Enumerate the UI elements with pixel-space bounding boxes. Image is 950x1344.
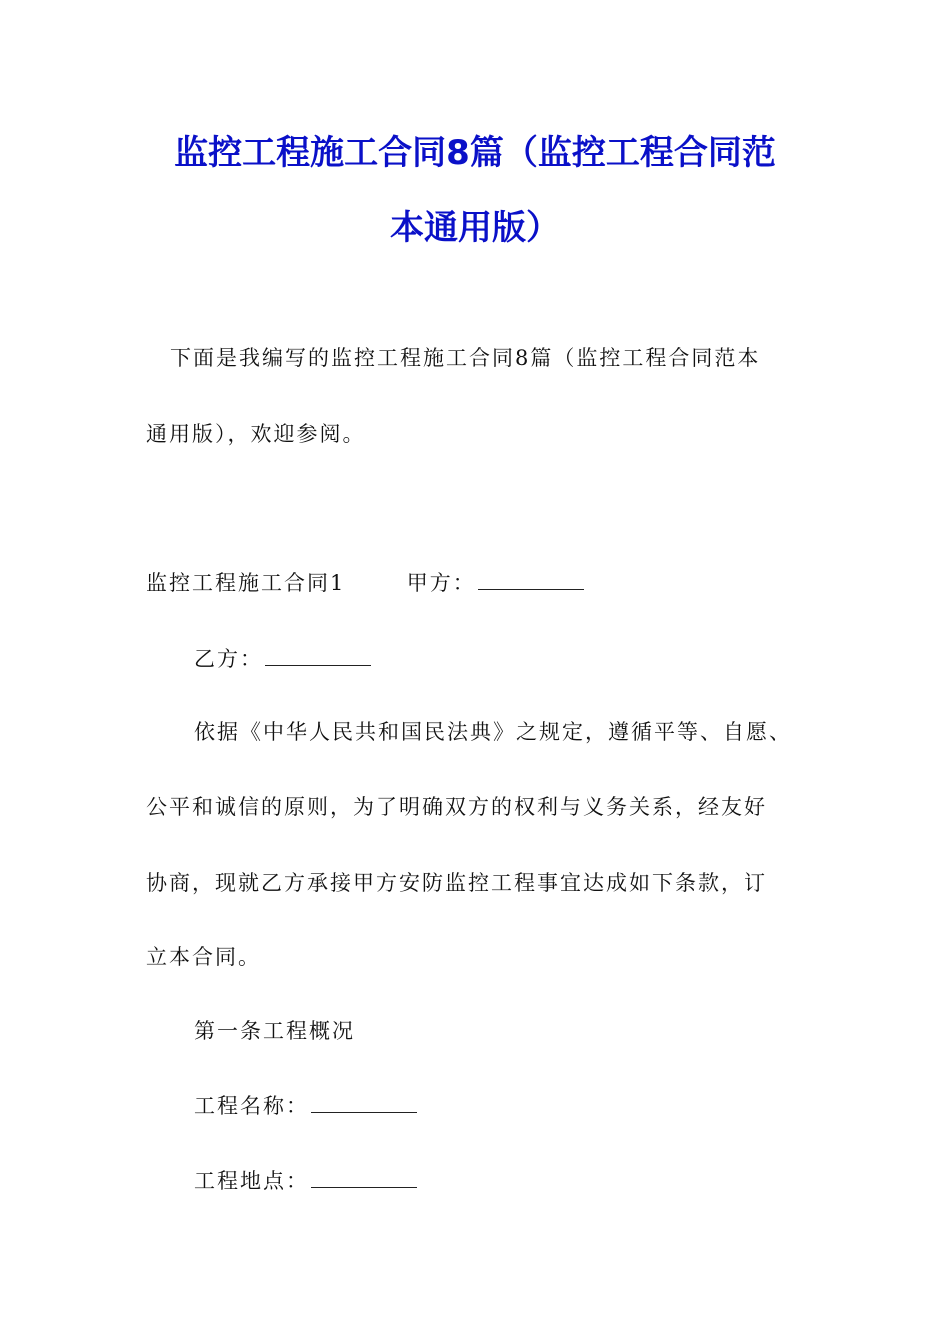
party-a-label: 甲方： [406, 571, 476, 595]
project-name-label: 工程名称： [194, 1094, 309, 1118]
party-b-blank [265, 645, 371, 666]
project-name-row [194, 1092, 417, 1120]
article-1-heading: 第一条工程概况 [194, 1019, 355, 1043]
contract-heading-row [146, 569, 584, 597]
contract-heading: 监控工程施工合同1 [146, 571, 346, 595]
paragraph-line-4: 立本合同。 [146, 945, 261, 969]
party-b-label: 乙方： [194, 647, 263, 671]
project-location-label: 工程地点： [194, 1169, 309, 1193]
intro-line-2: 通用版），欢迎参阅。 [146, 422, 366, 446]
paragraph-line-3: 协商，现就乙方承接甲方安防监控工程事宜达成如下条款，订 [146, 871, 767, 895]
project-location-row [194, 1167, 417, 1195]
paragraph-line-1: 依据《中华人民共和国民法典》之规定，遵循平等、自愿、 [194, 720, 792, 744]
party-a-blank [478, 569, 584, 590]
project-name-blank [311, 1092, 417, 1113]
project-location-blank [311, 1167, 417, 1188]
intro-line-1: 下面是我编写的监控工程施工合同8篇（监控工程合同范本 [170, 346, 761, 370]
party-b-row [194, 645, 371, 673]
document-title-line-2: 本通用版） [390, 208, 560, 248]
paragraph-line-2: 公平和诚信的原则，为了明确双方的权利与义务关系，经友好 [146, 795, 767, 819]
document-title-line-1: 监控工程施工合同8篇（监控工程合同范 [174, 133, 776, 173]
